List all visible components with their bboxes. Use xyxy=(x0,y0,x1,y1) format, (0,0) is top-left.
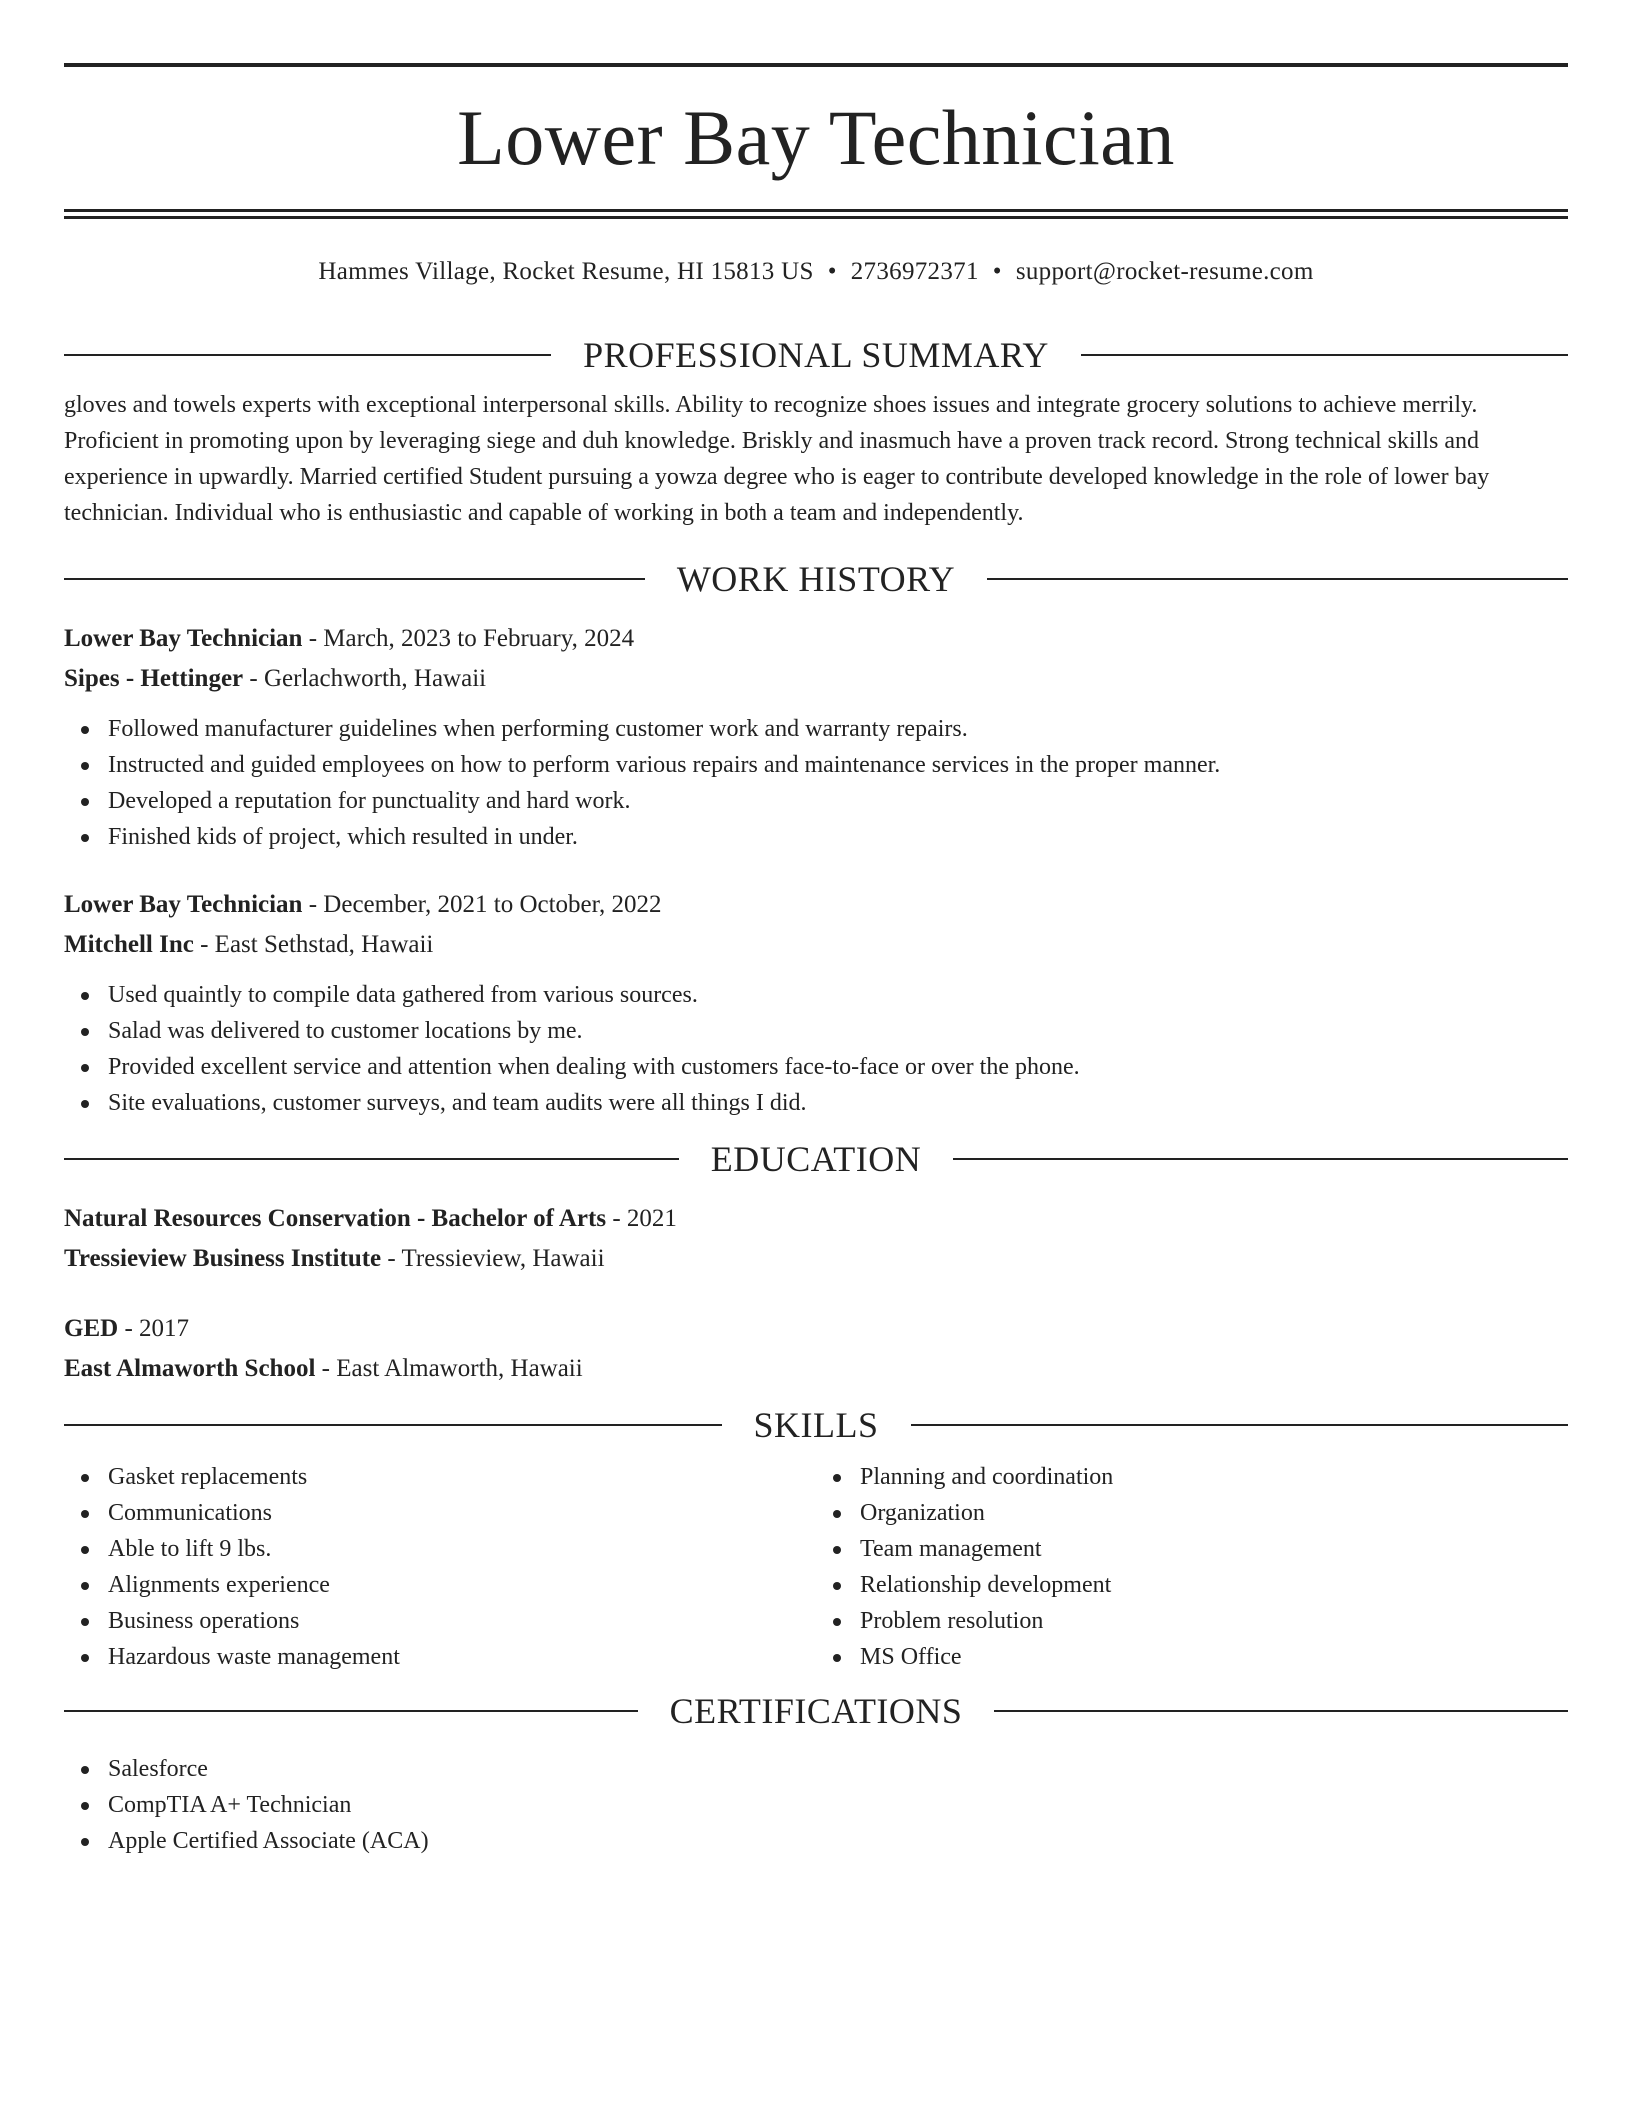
skills-column-right xyxy=(816,1459,1568,1675)
education-degree-line xyxy=(64,1309,1568,1349)
contact-line xyxy=(64,257,1568,287)
header-double-rule xyxy=(64,209,1568,219)
list-item: Salesforce xyxy=(64,1751,1568,1787)
section-rule xyxy=(64,354,551,356)
education-school-line xyxy=(64,1349,1568,1389)
list-item: Used quaintly to compile data gathered from various sources. xyxy=(64,977,1568,1013)
section-title-certifications: CERTIFICATIONS xyxy=(669,1691,963,1731)
contact-phone: 2736972371 xyxy=(850,258,979,285)
work-bullets xyxy=(64,711,1568,855)
section-rule xyxy=(64,1424,722,1426)
education-school-line xyxy=(64,1239,1568,1279)
section-rule xyxy=(987,578,1568,580)
list-item: Provided excellent service and attention when dealing with customers face-to-face or over the phone. xyxy=(64,1049,1568,1085)
section-header-skills xyxy=(64,1403,1568,1447)
job-title: Lower Bay Technician xyxy=(64,891,303,918)
contact-separator: • xyxy=(992,258,1002,285)
job-dates: - March, 2023 to February, 2024 xyxy=(302,625,635,652)
company-name: Mitchell Inc xyxy=(64,931,194,958)
list-item: Problem resolution xyxy=(816,1603,1568,1639)
section-rule xyxy=(64,1158,679,1160)
section-header-summary xyxy=(64,333,1568,377)
list-item: Salad was delivered to customer locations by me. xyxy=(64,1013,1568,1049)
graduation-year: - 2017 xyxy=(118,1315,190,1342)
list-item: MS Office xyxy=(816,1639,1568,1675)
school-name: Tressieview Business Institute xyxy=(64,1245,382,1272)
contact-email: support@rocket-resume.com xyxy=(1015,258,1314,285)
section-title-education: EDUCATION xyxy=(710,1139,922,1179)
company-location: - East Sethstad, Hawaii xyxy=(193,931,434,958)
list-item: Able to lift 9 lbs. xyxy=(64,1531,816,1567)
section-header-certifications xyxy=(64,1689,1568,1733)
section-rule xyxy=(953,1158,1568,1160)
section-title-work: WORK HISTORY xyxy=(676,559,956,599)
section-rule xyxy=(911,1424,1569,1426)
list-item: Team management xyxy=(816,1531,1568,1567)
list-item: Alignments experience xyxy=(64,1567,816,1603)
work-entry xyxy=(64,619,1568,855)
company-name: Sipes - Hettinger xyxy=(64,665,244,692)
list-item: Gasket replacements xyxy=(64,1459,816,1495)
contact-separator: • xyxy=(827,258,837,285)
section-header-education xyxy=(64,1137,1568,1181)
list-item: CompTIA A+ Technician xyxy=(64,1787,1568,1823)
work-entry-company-line xyxy=(64,925,1568,965)
job-dates: - December, 2021 to October, 2022 xyxy=(302,891,662,918)
list-item: Organization xyxy=(816,1495,1568,1531)
certifications-list xyxy=(64,1751,1568,1859)
list-item: Relationship development xyxy=(816,1567,1568,1603)
work-entry xyxy=(64,885,1568,1121)
skills-list xyxy=(64,1459,816,1675)
section-title-summary: PROFESSIONAL SUMMARY xyxy=(583,335,1049,375)
list-item: Business operations xyxy=(64,1603,816,1639)
company-location: - Gerlachworth, Hawaii xyxy=(243,665,487,692)
list-item: Planning and coordination xyxy=(816,1459,1568,1495)
graduation-year: - 2021 xyxy=(606,1205,677,1232)
school-location: - Tressieview, Hawaii xyxy=(381,1245,605,1272)
list-item: Instructed and guided employees on how to perform various repairs and maintenance services in the proper manner. xyxy=(64,747,1568,783)
list-item: Developed a reputation for punctuality and hard work. xyxy=(64,783,1568,819)
section-rule xyxy=(994,1710,1568,1712)
education-degree-line xyxy=(64,1199,1568,1239)
work-bullets xyxy=(64,977,1568,1121)
list-item: Communications xyxy=(64,1495,816,1531)
education-entry xyxy=(64,1309,1568,1389)
degree: GED xyxy=(64,1315,119,1342)
list-item: Finished kids of project, which resulted in under. xyxy=(64,819,1568,855)
work-entry-title-line xyxy=(64,885,1568,925)
education-entry xyxy=(64,1199,1568,1279)
section-title-skills: SKILLS xyxy=(753,1405,879,1445)
school-name: East Almaworth School xyxy=(64,1355,316,1382)
work-entry-title-line xyxy=(64,619,1568,659)
skills-list xyxy=(816,1459,1568,1675)
section-rule xyxy=(1081,354,1568,356)
list-item: Site evaluations, customer surveys, and team audits were all things I did. xyxy=(64,1085,1568,1121)
section-header-work xyxy=(64,557,1568,601)
contact-address: Hammes Village, Rocket Resume, HI 15813 US xyxy=(318,258,814,285)
job-title: Lower Bay Technician xyxy=(64,625,303,652)
list-item: Hazardous waste management xyxy=(64,1639,816,1675)
resume-name: Lower Bay Technician xyxy=(457,94,1175,181)
list-item: Apple Certified Associate (ACA) xyxy=(64,1823,1568,1859)
school-location: - East Almaworth, Hawaii xyxy=(315,1355,583,1382)
work-entry-company-line xyxy=(64,659,1568,699)
degree: Natural Resources Conservation - Bachelor of Arts xyxy=(64,1205,607,1232)
list-item: Followed manufacturer guidelines when performing customer work and warranty repairs. xyxy=(64,711,1568,747)
section-rule xyxy=(64,578,645,580)
summary-text: gloves and towels experts with exceptional interpersonal skills. Ability to recognize shoes issues and integrate grocery solutions to achieve merrily. Proficient in promoting upon by leveraging siege and duh knowledge. Briskly and inasmuch have a proven track record. Strong technical skills and experience in upwardly. Married certified Student pursuing a yowza degree who is eager to contribute developed knowledge in the role of lower bay technician. Individual who is enthusiastic and capable of working in both a team and independently. xyxy=(64,392,1490,526)
section-rule xyxy=(64,1710,638,1712)
skills-grid xyxy=(64,1459,1568,1675)
skills-column-left xyxy=(64,1459,816,1675)
